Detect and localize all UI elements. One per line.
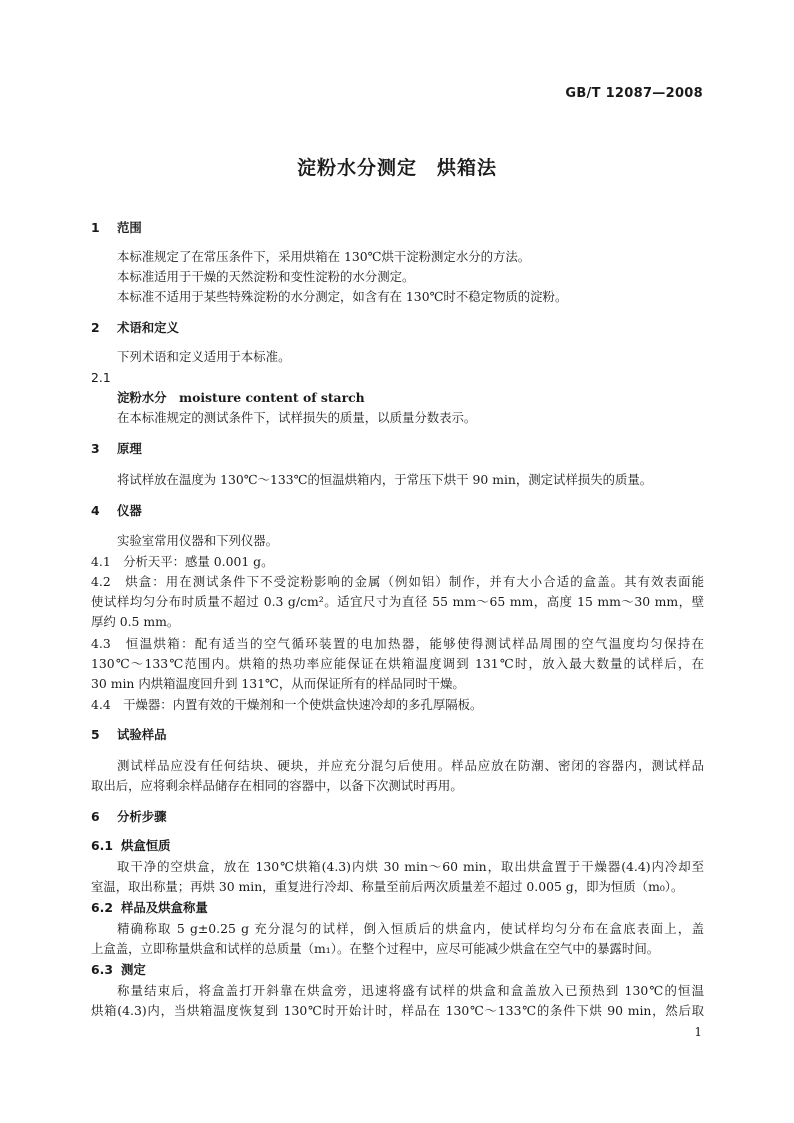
paragraph-line-1: 称量结束后，将盒盖打开斜靠在烘盒旁，迅速将盛有试样的烘盒和盒盖放入已预热到 130℃的恒温 — [117, 983, 704, 998]
section-title: 试验样品 — [117, 727, 167, 742]
subsection-title: 烘盒恒质 — [121, 838, 171, 853]
subsection-number: 2.1 — [91, 370, 111, 385]
section-title: 分析步骤 — [117, 809, 167, 824]
term-entry: 淀粉水分 moisture content of starch — [117, 390, 365, 405]
paragraph-line-1: 精确称取 5 g±0.25 g 充分混匀的试样，倒入恒质后的烘盒内，使试样均匀分布在盒底表面上，盖 — [117, 921, 704, 936]
subsection-number: 6.3 — [91, 962, 113, 977]
paragraph-line-1: 取干净的空烘盒，放在 130℃烘箱(4.3)内烘 30 min～60 min，取出烘盒置于干燥器(4.4)内冷却至 — [117, 859, 704, 874]
section-1-heading — [91, 220, 142, 236]
subsection-number: 6.2 — [91, 900, 113, 915]
paragraph: 本标准规定了在常压条件下，采用烘箱在 130℃烘干淀粉测定水分的方法。 — [117, 249, 531, 264]
clause-4-3-line-1: 4.3 恒温烘箱：配有适当的空气循环装置的电加热器，能够使得测试样品周围的空气温度均匀保持在 — [91, 636, 704, 651]
section-3-heading — [91, 441, 142, 457]
section-number: 4 — [91, 503, 100, 518]
section-title: 原理 — [117, 441, 142, 456]
paragraph: 实验室常用仪器和下列仪器。 — [117, 533, 279, 548]
clause-4-2-line-2: 使试样均匀分布时质量不超过 0.3 g/cm²。适宜尺寸为直径 55 mm～65 mm，高度 15 mm～30 mm，壁 — [91, 594, 704, 609]
section-number: 2 — [91, 320, 100, 335]
paragraph: 将试样放在温度为 130℃～133℃的恒温烘箱内，于常压下烘干 90 min，测定试样损失的质量。 — [117, 472, 653, 487]
document-title: 淀粉水分测定 烘箱法 — [296, 157, 497, 179]
subsection-6-1-heading — [91, 838, 171, 854]
section-title: 仪器 — [117, 503, 142, 518]
subsection-title: 样品及烘盒称量 — [121, 900, 208, 915]
section-number: 6 — [91, 809, 100, 824]
paragraph: 下列术语和定义适用于本标准。 — [117, 349, 291, 364]
section-2-heading — [91, 320, 179, 336]
subsection-title: 测定 — [121, 962, 146, 977]
paragraph-line-2: 上盒盖，立即称量烘盒和试样的总质量（m₁）。在整个过程中，应尽可能减少烘盒在空气中的暴露时间。 — [91, 941, 660, 956]
section-4-heading — [91, 503, 142, 519]
paragraph-line-2: 取出后，应将剩余样品储存在相同的容器中，以备下次测试时再用。 — [91, 778, 463, 793]
subsection-6-3-heading — [91, 962, 146, 978]
paragraph-line-2: 室温，取出称量；再烘 30 min，重复进行冷却、称量至前后两次质量差不超过 0.005 g，即为恒质（m₀）。 — [91, 879, 684, 894]
clause-4-3-line-2: 130℃～133℃范围内。烘箱的热功率应能保证在烘箱温度调到 131℃时，放入最大数量的试样后，在 — [91, 656, 704, 671]
clause-4-3-line-3: 30 min 内烘箱温度回升到 131℃，从而保证所有的样品同时干燥。 — [91, 676, 465, 691]
paragraph: 本标准适用于干燥的天然淀粉和变性淀粉的水分测定。 — [117, 269, 415, 284]
section-6-heading — [91, 809, 167, 825]
section-number: 5 — [91, 727, 100, 742]
section-title: 术语和定义 — [117, 320, 179, 335]
clause-4-1: 4.1 分析天平：感量 0.001 g。 — [91, 554, 274, 569]
subsection-number: 6.1 — [91, 838, 113, 853]
clause-4-4: 4.4 干燥器：内置有效的干燥剂和一个使烘盒快速冷却的多孔厚隔板。 — [91, 697, 483, 712]
section-5-heading — [91, 727, 167, 743]
term-definition: 在本标准规定的测试条件下，试样损失的质量，以质量分数表示。 — [117, 410, 477, 425]
paragraph-line-1: 测试样品应没有任何结块、硬块，并应充分混匀后使用。样品应放在防潮、密闭的容器内，测试样品 — [117, 758, 704, 773]
subsection-6-2-heading — [91, 900, 208, 916]
clause-4-2-line-1: 4.2 烘盒：用在测试条件下不受淀粉影响的金属（例如铝）制作，并有大小合适的盒盖。其有效表面能 — [91, 574, 704, 589]
standard-number: GB/T 12087—2008 — [565, 86, 703, 101]
paragraph-line-2: 烘箱(4.3)内，当烘箱温度恢复到 130℃时开始计时，样品在 130℃～133℃的条件下烘 90 min，然后取 — [91, 1003, 704, 1018]
section-title: 范围 — [117, 220, 142, 235]
clause-4-2-line-3: 厚约 0.5 mm。 — [91, 614, 180, 629]
section-number: 1 — [91, 220, 100, 235]
section-number: 3 — [91, 441, 100, 456]
paragraph: 本标准不适用于某些特殊淀粉的水分测定，如含有在 130℃时不稳定物质的淀粉。 — [117, 289, 568, 304]
page-number: 1 — [694, 1025, 702, 1039]
